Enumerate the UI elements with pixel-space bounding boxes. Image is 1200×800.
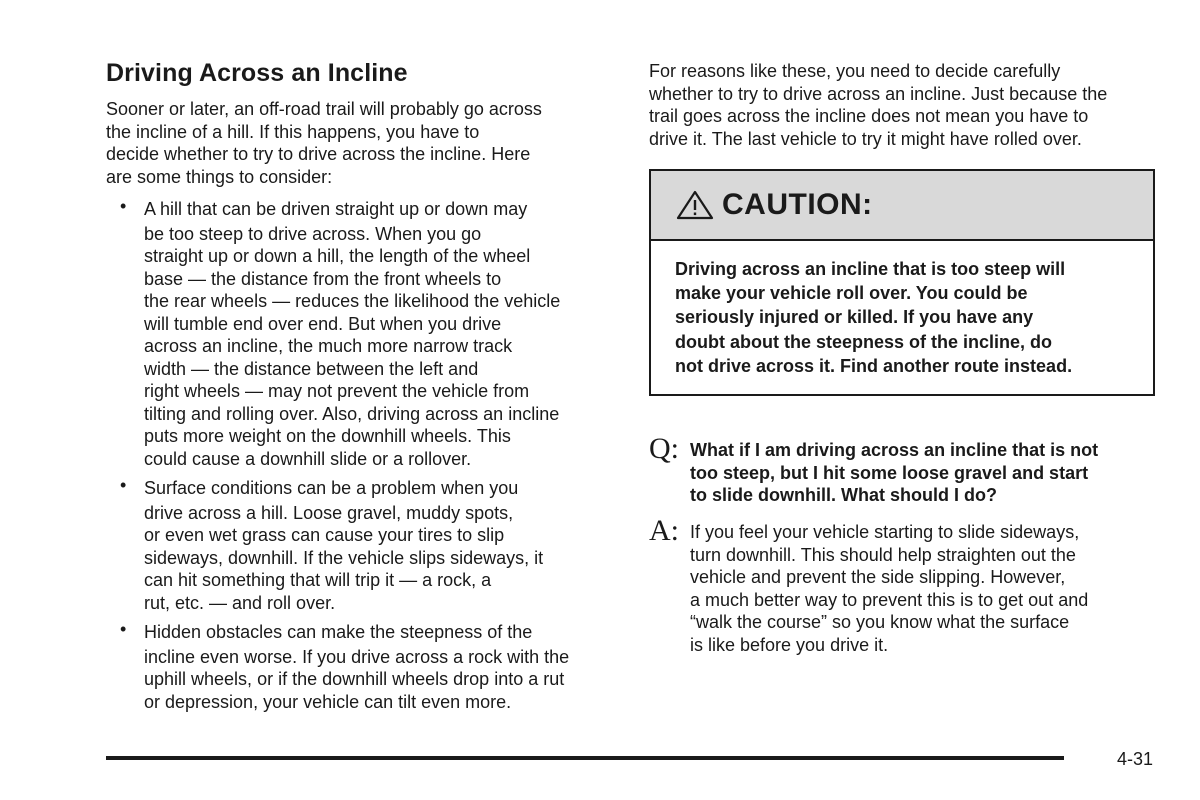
intro-line: Sooner or later, an off-road trail will probably go across: [106, 99, 542, 119]
answer-line: turn downhill. This should help straighten out the: [690, 544, 1076, 565]
bullet-line: right wheels — may not prevent the vehicle from: [144, 381, 530, 401]
bullet-line: uphill wheels, or if the downhill wheels drop into a rut: [144, 669, 565, 689]
answer-line: a much better way to prevent this is to get out and: [690, 589, 1089, 610]
bullet-line: puts more weight on the downhill wheels. This: [144, 426, 511, 446]
bullet-line: width — the distance between the left and: [144, 358, 479, 379]
right-column: [649, 60, 1157, 150]
bullet-line: base — the distance from the front wheels to: [144, 268, 502, 289]
bullet-line: sideways, downhill. If the vehicle slips sideways, it: [144, 547, 544, 568]
right-intro-line: drive it. The last vehicle to try it might have rolled over.: [649, 128, 1082, 149]
bullet-line: the rear wheels — reduces the likelihood the vehicle: [144, 291, 561, 311]
bullet-icon: •: [120, 475, 127, 495]
caution-body: [651, 241, 1153, 378]
caution-line: make your vehicle roll over. You could be: [675, 283, 1028, 304]
bullet-line: can hit something that will trip it — a rock, a: [144, 570, 492, 590]
bullet-line: incline even worse. If you drive across a rock with the: [144, 646, 570, 667]
answer-line: If you feel your vehicle starting to slide sideways,: [690, 522, 1080, 542]
intro-line: are some things to consider:: [106, 166, 333, 187]
question-text: [690, 439, 1098, 507]
right-intro-line: trail goes across the incline does not mean you have to: [649, 106, 1089, 126]
bullet-line: be too steep to drive across. When you go: [144, 223, 482, 244]
question-line: What if I am driving across an incline that is not: [690, 440, 1099, 460]
answer-line: “walk the course” so you know what the surface: [690, 612, 1070, 632]
bullet-line: straight up or down a hill, the length of the wheel: [144, 246, 531, 266]
list-item: [106, 198, 621, 470]
bullet-line: tilting and rolling over. Also, driving across an incline: [144, 403, 560, 424]
answer-marker: A:: [649, 514, 679, 547]
bullet-icon: •: [120, 196, 127, 216]
list-item: [106, 477, 621, 614]
question-line: to slide downhill. What should I do?: [690, 485, 997, 505]
intro-paragraph: [106, 98, 621, 188]
question-line: too steep, but I hit some loose gravel and start: [690, 462, 1089, 483]
caution-line: doubt about the steepness of the incline, do: [675, 331, 1053, 352]
footer-rule: [106, 756, 1064, 760]
consideration-list: [106, 198, 621, 713]
bullet-text: [144, 198, 621, 470]
bullet-line: drive across a hill. Loose gravel, muddy spots,: [144, 502, 514, 523]
section-title: Driving Across an Incline: [106, 59, 408, 87]
caution-line: seriously injured or killed. If you have any: [675, 307, 1034, 328]
caution-title: CAUTION:: [722, 188, 873, 221]
bullet-text: [144, 621, 621, 713]
right-intro-line: whether to try to drive across an incline. Just because the: [649, 83, 1108, 104]
intro-line: decide whether to try to drive across the incline. Here: [106, 144, 531, 164]
bullet-line: A hill that can be driven straight up or down may: [144, 199, 528, 219]
list-item: [106, 621, 621, 713]
intro-line: the incline of a hill. If this happens, you have to: [106, 121, 480, 142]
question-marker: Q:: [649, 432, 679, 465]
answer-line: vehicle and prevent the side slipping. However,: [690, 567, 1066, 587]
bullet-line: Surface conditions can be a problem when you: [144, 478, 519, 498]
caution-line: Driving across an incline that is too steep will: [675, 259, 1066, 279]
bullet-line: rut, etc. — and roll over.: [144, 592, 336, 613]
warning-triangle-icon: [676, 190, 714, 220]
bullet-icon: •: [120, 619, 127, 639]
bullet-line: could cause a downhill slide or a rollover.: [144, 448, 472, 469]
right-intro-paragraph: [649, 60, 1157, 150]
right-intro-line: For reasons like these, you need to decide carefully: [649, 61, 1061, 81]
bullet-text: [144, 477, 621, 614]
caution-line: not drive across it. Find another route instead.: [675, 355, 1073, 376]
left-column: [106, 58, 621, 722]
bullet-line: or even wet grass can cause your tires to slip: [144, 525, 505, 545]
bullet-line: will tumble end over end. But when you drive: [144, 313, 502, 334]
answer-line: is like before you drive it.: [690, 634, 889, 655]
caution-header: [651, 171, 1153, 241]
bullet-line: across an incline, the much more narrow track: [144, 336, 513, 356]
answer-text: [690, 521, 1088, 656]
page-number: 4-31: [1117, 749, 1154, 769]
caution-box: [649, 169, 1155, 396]
bullet-line: or depression, your vehicle can tilt even more.: [144, 691, 512, 712]
bullet-line: Hidden obstacles can make the steepness of the: [144, 622, 533, 642]
